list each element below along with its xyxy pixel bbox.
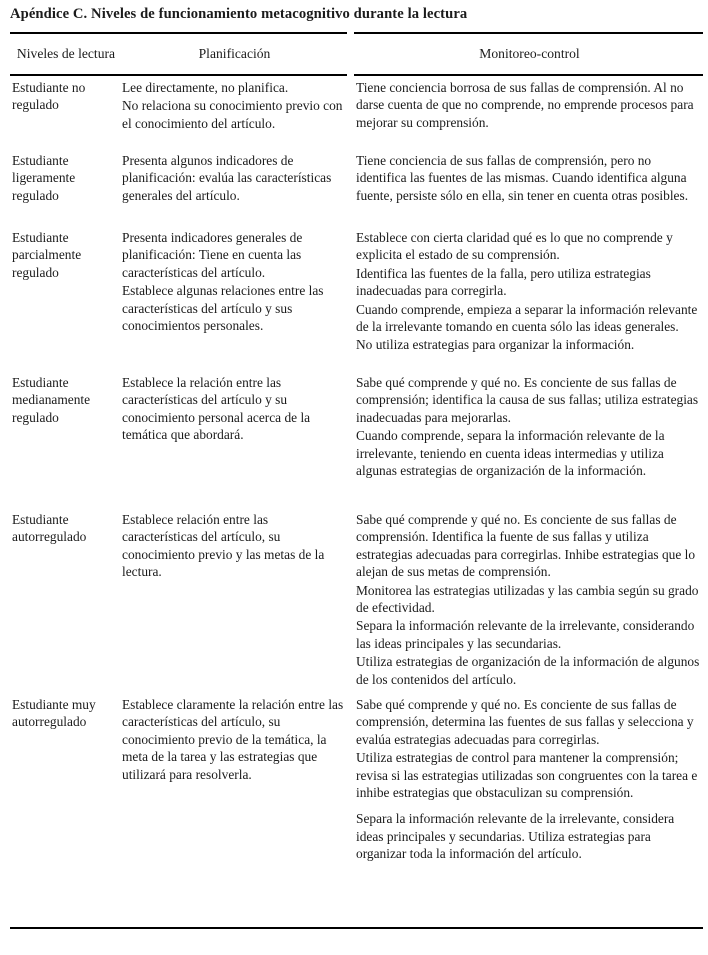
level-cell: Estudiante muy autorregulado: [12, 697, 96, 730]
planificacion-cell: [122, 79, 347, 133]
paragraph: Establece con cierta claridad qué es lo que no comprende y explicita el estado de su comprensión.: [356, 230, 673, 263]
table-row-estudiante-parcialmente-regulado: [10, 226, 703, 371]
paragraph: Tiene conciencia borrosa de sus fallas de comprensión. Al no darse cuenta de que no comprende, no emprende procesos para mejorar su comprensión.: [356, 80, 694, 130]
table-bottom-rule: [10, 927, 703, 929]
monitoreo-cell: [347, 229, 703, 355]
paragraph: Sabe qué comprende y qué no. Es conciente de sus fallas de comprensión, determina las fuentes de sus fallas y selecciona y evalúa estrategias adecuadas para corregirlas.: [356, 697, 694, 747]
planificacion-cell: [122, 374, 347, 445]
paragraph: Utiliza estrategias de control para mantener la comprensión; revisa si las estrategias utilizadas son congruentes con la tarea e inhibe estrategias que obstaculizan su comprensión.: [356, 750, 698, 801]
top-rule-gap: [347, 32, 354, 34]
paragraph: Establece algunas relaciones entre las características del artículo y sus conocimientos personales.: [122, 283, 324, 334]
table-top-rule: [10, 32, 703, 34]
paragraph: Identifica las fuentes de la falla, pero utiliza estrategias inadecuadas para corregirla.: [356, 265, 651, 299]
paragraph: Separa la información relevante de la irrelevante, considera ideas principales y secundarias. Utiliza estrategias para organizar toda la información del artículo.: [356, 811, 675, 862]
planificacion-cell: [122, 152, 347, 205]
monitoreo-cell: [347, 374, 703, 480]
planificacion-cell: [122, 229, 347, 335]
planificacion-cell: [122, 511, 347, 582]
paragraph: Establece relación entre las características del artículo, su conocimiento previo y las metas de la lectura.: [122, 512, 325, 580]
paragraph: Sabe qué comprende y qué no. Es conciente de sus fallas de comprensión. Identifica la fuente de sus fallas y utiliza estrategias adecuadas para corregirlas. Inhibe estrategias que lo alejan de sus metas de comprensión.: [356, 512, 696, 580]
level-cell: Estudiante no regulado: [12, 80, 86, 113]
level-cell: Estudiante medianamente regulado: [12, 375, 91, 425]
paragraph: Establece la relación entre las características del artículo y su conocimiento personal acerca de la temática que abordará.: [122, 375, 311, 443]
paragraph: Sabe qué comprende y qué no. Es conciente de sus fallas de comprensión; identifica la causa de sus fallas; utiliza estrategias inadecuadas para mejorarlas.: [356, 375, 699, 425]
monitoreo-cell: [347, 511, 703, 689]
paragraph: Separa la información relevante de la irrelevante, considerando las ideas principales y las secundarias.: [356, 618, 695, 651]
paragraph: Utiliza estrategias de organización de la información de algunos de los contenidos del artículo.: [356, 654, 700, 687]
paragraph: Tiene conciencia de sus fallas de comprensión, pero no identifica las fuentes de las mismas. Cuando identifica alguna fuente, persiste sólo en ella, sin tener en cuenta otras posibles.: [356, 153, 689, 203]
paragraph: Cuando comprende, separa la información relevante de la irrelevante, teniendo en cuenta ideas intermedias y utiliza algunas estrategias de organización de la información.: [356, 428, 665, 479]
table-header-row: [10, 34, 703, 74]
header-rule-gap: [347, 74, 354, 76]
level-cell: Estudiante parcialmente regulado: [12, 230, 82, 280]
top-rule-right-segment: [354, 32, 703, 34]
column-header-planificacion: Planificación: [198, 45, 271, 61]
column-header-niveles-de-lectura: Niveles de lectura: [16, 45, 116, 61]
paragraph: Cuando comprende, empieza a separar la información relevante de la irrelevante tomando en cuenta sólo las ideas generales.: [356, 301, 698, 335]
table-row-estudiante-autorregulado: [10, 508, 703, 693]
table-row-estudiante-no-regulado: [10, 76, 703, 149]
top-rule-left-segment: [10, 32, 347, 34]
paragraph: No utiliza estrategias para organizar la información.: [356, 337, 635, 353]
appendix-title: Apéndice C. Niveles de funcionamiento metacognitivo durante la lectura: [10, 6, 468, 22]
paragraph: Presenta algunos indicadores de planificación: evalúa las características generales del artículo.: [122, 153, 332, 203]
paragraph: No relaciona su conocimiento previo con el conocimiento del artículo.: [122, 98, 343, 131]
level-cell: Estudiante ligeramente regulado: [12, 153, 76, 203]
table-row-estudiante-muy-autorregulado: [10, 693, 703, 921]
column-header-monitoreo-control: Monitoreo-control: [479, 45, 580, 61]
table-header-rule: [10, 74, 703, 76]
header-rule-left-segment: [10, 74, 347, 76]
header-rule-right-segment: [354, 74, 703, 76]
monitoreo-cell: [347, 696, 703, 864]
level-cell: Estudiante autorregulado: [12, 512, 87, 545]
paragraph: Establece claramente la relación entre las características del artículo, su conocimiento previo de la temática, la meta de la tarea y las estrategias que utilizará para resolverla.: [122, 697, 344, 782]
paragraph: Monitorea las estrategias utilizadas y las cambia según su grado de efectividad.: [356, 582, 699, 616]
monitoreo-cell: [347, 79, 703, 132]
planificacion-cell: [122, 696, 347, 784]
monitoreo-cell: [347, 152, 703, 205]
paragraph: Lee directamente, no planifica.: [122, 80, 289, 95]
paragraph: Presenta indicadores generales de planificación: Tiene en cuenta las características del artículo.: [122, 230, 303, 280]
table-body: [10, 76, 703, 921]
table-row-estudiante-ligeramente-regulado: [10, 149, 703, 226]
table-row-estudiante-medianamente-regulado: [10, 371, 703, 508]
